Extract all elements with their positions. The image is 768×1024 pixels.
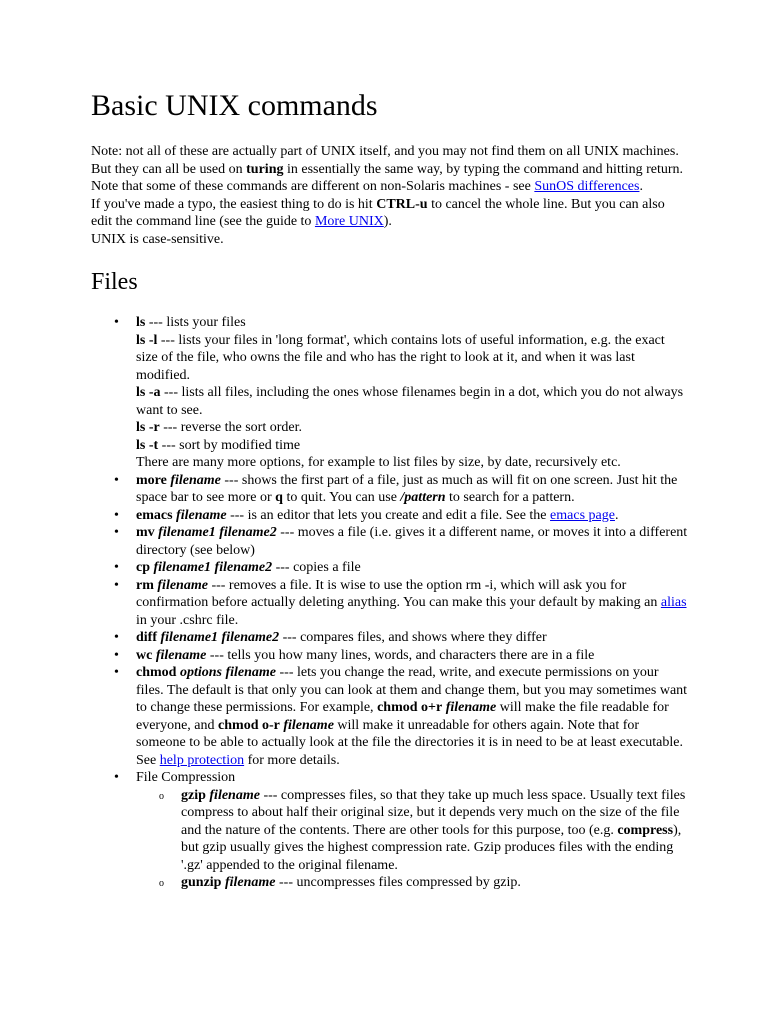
command-arg: filename1 filename2: [154, 525, 277, 540]
command-desc: --- lists all files, including the ones whose filenames begin in a dot, which you do not always want to see.: [136, 385, 684, 418]
alias-link[interactable]: alias: [660, 595, 687, 610]
command-name: ls -a: [136, 385, 161, 400]
command-desc: --- reverse the sort order.: [159, 420, 302, 435]
command-desc: --- lets you change the read, write, and execute permissions on your files. The default is that only you can look at them and change them, but you may sometimes want to change these permissions. For example,: [136, 665, 688, 715]
command-name: ls -l: [136, 332, 158, 348]
command-name: chmod o+r: [377, 700, 443, 715]
intro-text: in essentially the same way, by typing the command and hitting return. Note that some of these commands are different on non-Solaris machines - see: [91, 161, 684, 194]
command-name: ls: [136, 315, 146, 330]
command-desc: --- compresses files, so that they take up much less space. Usually text files compress to about half their original size, but it depends very much on the size of the file and the nature of the contents. There are other tools for this purpose, too (e.g.: [181, 787, 686, 838]
turing-bold: turing: [246, 161, 284, 177]
ls-more-options: There are many more options, for example to list files by size, by date, recursively etc.: [136, 455, 621, 470]
list-item-ls: [136, 314, 688, 472]
command-desc: --- tells you how many lines, words, and characters there are in a file: [206, 647, 595, 663]
command-name: more: [136, 472, 167, 488]
command-desc: --- copies a file: [272, 560, 361, 575]
list-item-gzip: [181, 787, 688, 875]
list-item-diff: [136, 629, 688, 647]
page-title: Basic UNIX commands: [91, 89, 378, 122]
list-item-more: [136, 472, 688, 507]
command-name: ls -t: [136, 437, 159, 453]
list-item-rm: [136, 577, 688, 630]
command-desc: --- lists your files: [145, 315, 246, 330]
intro: [91, 143, 688, 248]
intro-text: .: [639, 179, 643, 194]
list-item-mv: [136, 524, 688, 559]
command-desc: --- uncompresses files compressed by gzip.: [275, 875, 521, 890]
command-name: ls -r: [136, 420, 160, 435]
list-item-chmod: [136, 664, 688, 769]
intro-text: Note: not all of these are actually part of UNIX itself, and you may not find them on all UNIX machines. But they can all be used on: [91, 144, 679, 177]
command-name: mv: [136, 525, 155, 540]
command-desc: will make the file readable for everyone, and: [136, 700, 669, 733]
command-arg: filename: [279, 717, 334, 733]
command-arg: options filename: [176, 665, 277, 680]
command-name: compress: [617, 822, 674, 838]
command-arg: filename: [172, 507, 227, 523]
command-desc: --- compares files, and shows where they differ: [279, 630, 547, 645]
command-arg: filename: [153, 577, 208, 593]
command-name: diff: [136, 630, 157, 645]
command-desc: --- lists your files in 'long format', which contains lots of useful information, e.g. the exact size of the file, who owns the file and who has the right to look at it, and when it was last modified.: [136, 332, 665, 383]
files-heading: Files: [91, 269, 138, 295]
command-name: rm: [136, 577, 154, 593]
files-command-list: [91, 314, 688, 892]
command-arg: filename: [221, 875, 276, 890]
list-item-gunzip: [181, 874, 688, 892]
list-item-wc: [136, 647, 688, 665]
command-name: wc: [136, 647, 153, 663]
file-compression-label: File Compression: [136, 770, 236, 785]
command-arg: filename: [152, 647, 207, 663]
list-item-cp: [136, 559, 688, 577]
list-item-emacs: [136, 507, 688, 525]
typo-text: If you've made a typo, the easiest thing to do is hit: [91, 196, 377, 212]
more-unix-link[interactable]: More UNIX: [314, 214, 384, 229]
command-desc: for more details.: [244, 752, 340, 768]
command-arg: filename: [442, 700, 497, 715]
command-arg: filename1 filename2: [157, 630, 280, 645]
typo-text: ).: [383, 214, 392, 229]
command-name: chmod: [136, 665, 177, 680]
command-desc: ), but gzip usually gives the highest compression rate. Gzip produces files with the ending '.gz' appended to the original filename.: [181, 822, 682, 873]
case-sensitive-text: UNIX is case-sensitive.: [91, 231, 224, 247]
emacs-page-link[interactable]: emacs page: [550, 507, 615, 523]
command-name: emacs: [136, 507, 173, 523]
command-desc: --- moves a file (i.e. gives it a different name, or moves it into a different directory (see below): [136, 525, 688, 558]
command-desc: to quit. You can use: [282, 490, 401, 505]
compression-sublist: [136, 787, 688, 892]
command-desc: in your .cshrc file.: [136, 612, 239, 628]
command-name: cp: [136, 560, 150, 575]
command-name: chmod o-r: [218, 717, 280, 733]
command-desc: will make it unreadable for others again. Note that for someone to be able to actually look at the file the directories it is in need to be at least executable. See: [136, 717, 683, 768]
sunos-differences-link[interactable]: SunOS differences: [534, 179, 640, 194]
command-key: q: [275, 490, 283, 505]
command-desc: --- is an editor that lets you create and edit a file. See the: [226, 507, 551, 523]
command-arg: /pattern: [400, 490, 446, 505]
command-desc: --- sort by modified time: [158, 437, 301, 453]
command-desc: --- shows the first part of a file, just as much as will fit on one screen. Just hit the space bar to see more or: [136, 472, 678, 505]
command-name: gunzip: [181, 875, 222, 890]
typo-text: to cancel the whole line. But you can also edit the command line (see the guide to: [91, 196, 665, 229]
command-name: gzip: [181, 787, 206, 803]
list-item-file-compression: [136, 769, 688, 892]
command-desc: to search for a pattern.: [445, 490, 575, 505]
command-arg: filename: [166, 472, 221, 488]
command-desc: --- removes a file. It is wise to use the option rm -i, which will ask you for confirmation before actually deleting anything. You can make this your default by making an: [136, 577, 661, 610]
command-desc: .: [614, 507, 619, 523]
command-arg: filename1 filename2: [150, 560, 273, 575]
command-arg: filename: [205, 787, 260, 803]
help-protection-link[interactable]: help protection: [159, 752, 245, 768]
ctrl-u-bold: CTRL-u: [376, 196, 428, 212]
